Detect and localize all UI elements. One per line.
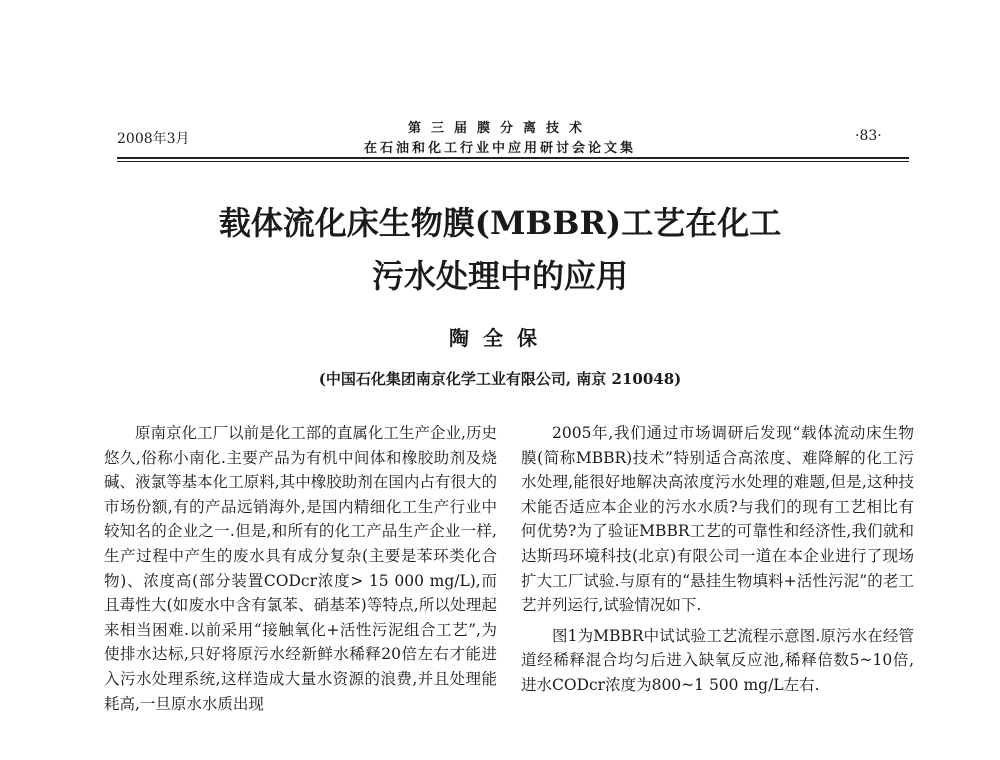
author-affiliation: (中国石化集团南京化学工业有限公司, 南京 210048) — [318, 370, 682, 388]
article-title-line1: 载体流化床生物膜(MBBR)工艺在化工 — [218, 204, 782, 242]
body-paragraph: 图1为MBBR中试试验工艺流程示意图.原污水在经管道经稀释混合均匀后进入缺氧反应池,稀释倍数5~10倍,进水CODcr浓度为800~1 500 mg/L左右. — [521, 626, 914, 694]
conference-title-line1: 第三届膜分离技术 — [407, 121, 592, 136]
body-paragraph: 2005年,我们通过市场调研后发现“载体流动床生物膜(简称MBBR)技术”特别适合高浓度、难降解的化工污水处理,能很好地解决高浓度污水处理的难题,但是,这种技术能否适应本企业的污水水质?与我们的现有工艺相比有何优势?为了验证MBBR工艺的可靠性和经济性,我们就和达斯玛环境科技(北京)有限公司一道在本企业进行了现场扩大工厂试验.与原有的“悬挂生物填料+活性污泥”的老工艺并列运行,试验情况如下. — [521, 424, 914, 615]
conference-title-line2: 在石油和化工行业中应用研讨会论文集 — [363, 141, 636, 156]
page-number: ·83· — [855, 128, 882, 144]
body-column-right — [521, 421, 914, 698]
header-rule-thin — [117, 161, 909, 162]
author-name: 陶全保 — [449, 326, 551, 350]
header-date: 2008年3月 — [117, 131, 190, 147]
body-column-left — [104, 421, 497, 716]
body-paragraph: 原南京化工厂以前是化工部的直属化工生产企业,历史悠久,俗称小南化.主要产品为有机中间体和橡胶助剂及烧碱、液氯等基本化工原料,其中橡胶助剂在国内占有很大的市场份额,有的产品远销海外,是国内精细化工生产行业中较知名的企业之一.但是,和所有的化工产品生产企业一样,生产过程中产生的废水具有成分复杂(主要是苯环类化合物)、浓度高(部分装置CODcr浓度> 15 000 mg/L),而且毒性大(如废水中含有氯苯、硝基苯)等特点,所以处理起来相当困难.以前采用“接触氧化+活性污泥组合工艺”,为使排水达标,只好将原污水经新鲜水稀释20倍左右才能进入污水处理系统,这样造成大量水资源的浪费,并且处理能耗高,一旦原水水质出现 — [104, 424, 497, 713]
header-rule-thick — [117, 157, 909, 159]
article-title-line2: 污水处理中的应用 — [371, 257, 628, 295]
